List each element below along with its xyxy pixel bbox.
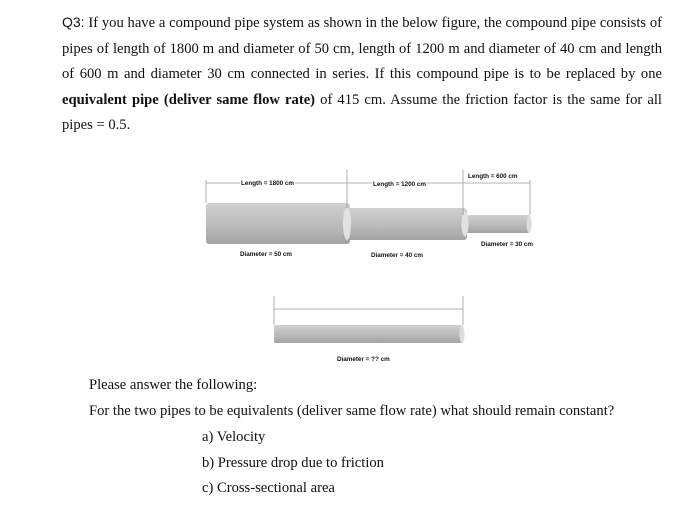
equivalent-diameter-label: Diameter = ?? cm: [337, 356, 390, 363]
pipe-1-diameter-label: Diameter = 50 cm: [240, 251, 292, 258]
sub-question: For the two pipes to be equivalents (deliver same flow rate) what should remain constant?: [89, 403, 615, 419]
equivalent-pipe: [274, 325, 463, 343]
option-b: b) Pressure drop due to friction: [202, 455, 384, 471]
option-c: c) Cross-sectional area: [202, 480, 335, 496]
pipe-2-diameter-label: Diameter = 40 cm: [371, 252, 423, 259]
equivalent-pipe-end: [460, 325, 465, 343]
pipe-3-diameter-label: Diameter = 30 cm: [481, 241, 533, 248]
question-label: Q3:: [62, 14, 85, 30]
pipe-2: [343, 208, 467, 240]
pipe-1-length-label: Length = 1800 cm: [241, 180, 295, 187]
pipe-3: [462, 215, 530, 233]
answer-prompt: Please answer the following:: [89, 377, 258, 393]
question-bold-text: equivalent pipe (deliver same flow rate): [62, 91, 316, 108]
pipe-3-end: [527, 215, 532, 233]
pipe-2-length-label: Length = 1200 cm: [373, 181, 427, 188]
question-text: If you have a compound pipe system as shown in the below figure, the compound pipe consists of pipes of length of 1800 m and diameter of 50 cm, length of 1200 m and diameter of 40 cm and length of 600 m and diameter 30 cm connected in series. If this compound pipe is to be replaced by one: [62, 15, 662, 83]
pipe-3-length-label: Length = 600 cm: [468, 173, 518, 180]
pipe-1: [206, 203, 350, 244]
pipe-joint-2: [462, 212, 469, 237]
question-text-end: of 415 cm. Assume the friction factor is the same for all pipes = 0.5.: [62, 91, 662, 134]
pipe-joint-1: [343, 208, 351, 240]
option-a: a) Velocity: [202, 429, 266, 445]
